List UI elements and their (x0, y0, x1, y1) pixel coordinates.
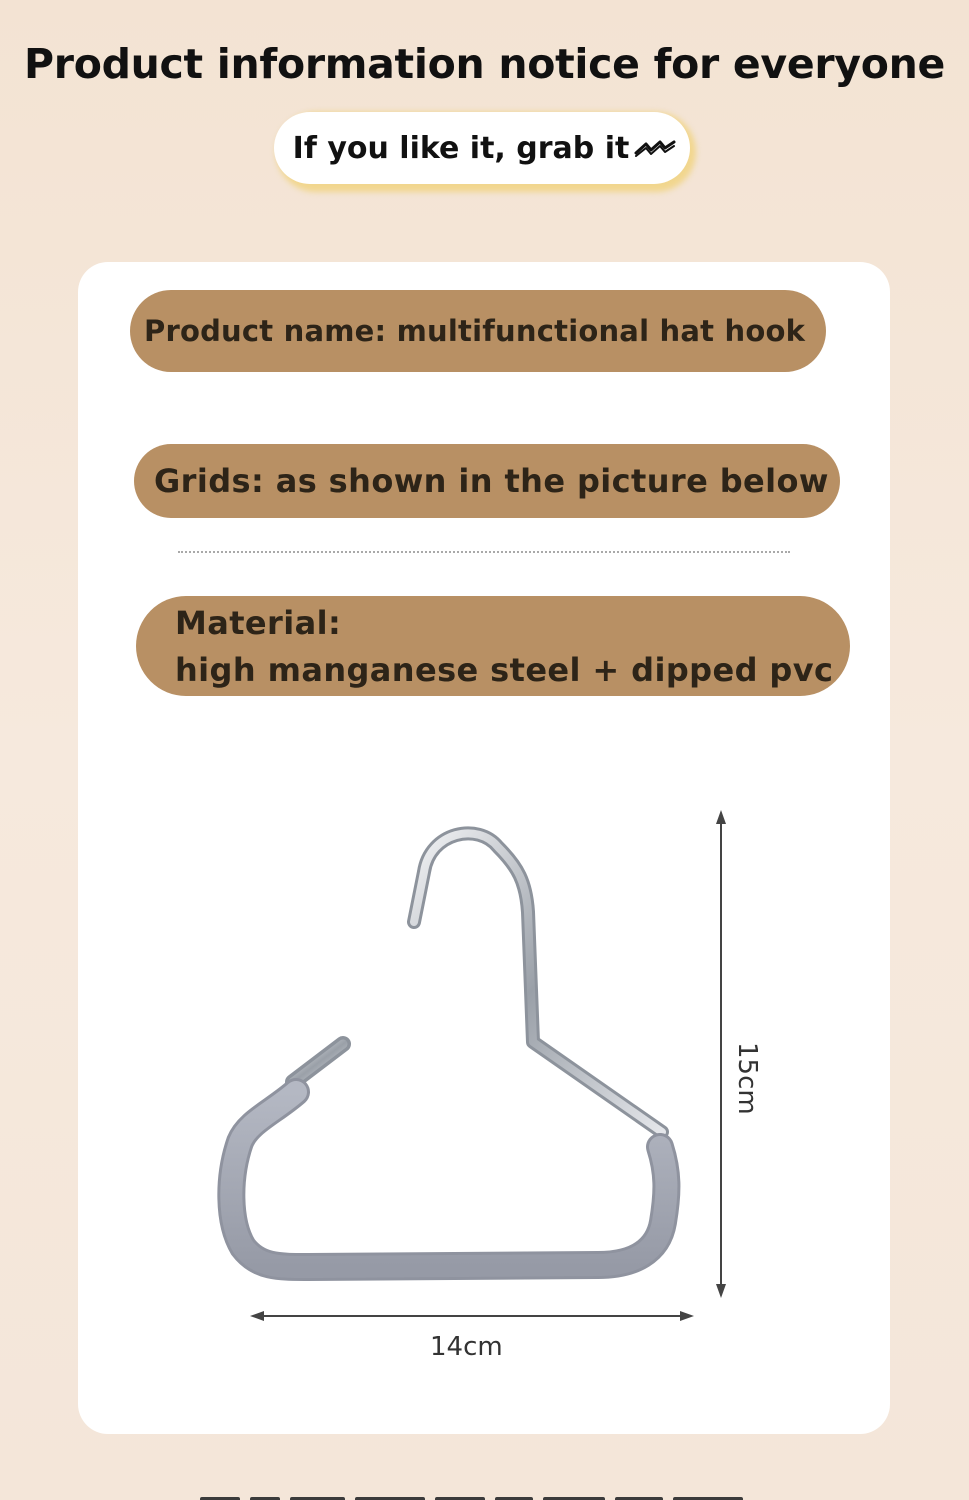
zigzag-arrow-icon (633, 134, 677, 162)
width-dimension-arrow (250, 1311, 694, 1321)
footer-cropped-text (200, 1488, 770, 1500)
material-value: high manganese steel + dipped pvc (175, 651, 834, 689)
height-label: 15cm (732, 1042, 762, 1115)
tagline-badge (274, 112, 690, 184)
hat-hook-illustration (78, 262, 890, 1434)
height-dimension-arrow (716, 810, 726, 1298)
material-label: Material: (175, 604, 342, 642)
hook-steel-left-tip (293, 1044, 343, 1082)
hook-coated-loop (231, 1092, 666, 1267)
product-info-card (78, 262, 890, 1434)
tagline-text: If you like it, grab it (292, 130, 630, 166)
width-label: 14cm (430, 1332, 503, 1362)
grids-pill: Grids: as shown in the picture below (134, 444, 840, 518)
product-name-pill: Product name: multifunctional hat hook (130, 290, 826, 372)
hook-steel-upper (414, 833, 662, 1132)
page-title: Product information notice for everyone (24, 40, 945, 88)
